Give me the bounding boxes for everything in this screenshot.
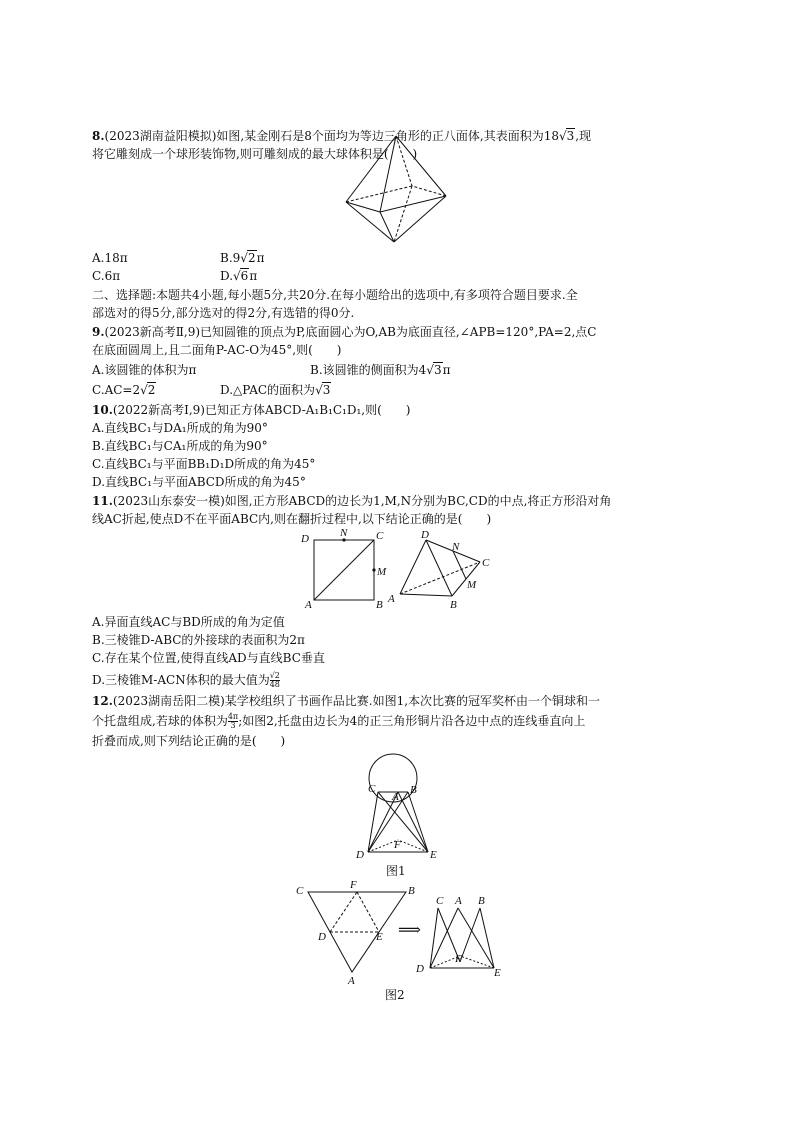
- q12-figure2-caption: 图2: [385, 988, 405, 1002]
- q11-number: 11.: [92, 494, 113, 508]
- q12-tray-label-f: F: [455, 953, 462, 965]
- q11-folded-label-m: M: [467, 579, 477, 591]
- q9-options-row2: [92, 382, 331, 398]
- q11-folded-label-a: A: [388, 593, 395, 605]
- q8-text-end: ,现: [575, 129, 592, 143]
- q11-folded-label-d: D: [421, 529, 429, 541]
- q10-option-d: D.直线BC₁与平面ABCD所成的角为45°: [92, 475, 306, 489]
- q11-text: (2023山东泰安一模)如图,正方形ABCD的边长为1,M,N分别为BC,CD的中点,将正方形沿对角: [112, 494, 612, 508]
- q11-label-d: D: [301, 533, 309, 545]
- q12-number: 12.: [92, 694, 113, 708]
- q12-fig1-label-a: A: [392, 791, 399, 803]
- q9-number: 9.: [92, 325, 105, 339]
- q11-option-a: A.异面直线AC与BD所成的角为定值: [92, 615, 285, 629]
- q12-folded-tray-figure: [412, 890, 508, 982]
- q12-line3: 折叠而成,则下列结论正确的是( ): [92, 734, 286, 748]
- q11-folded-label-b: B: [450, 599, 457, 611]
- q12-fig2-label-a: A: [348, 975, 355, 987]
- q12-fig1-label-c: C: [368, 783, 376, 795]
- q10-option-a: A.直线BC₁与DA₁所成的角为90°: [92, 421, 268, 435]
- octahedron-figure: [334, 134, 458, 246]
- q9-line2: 在底面圆周上,且二面角P-AC-O为45°,则( ): [92, 343, 342, 357]
- q12-tray-label-e: E: [494, 967, 501, 979]
- q12-tray-label-b: B: [478, 895, 485, 907]
- q12-fig2-label-c: C: [296, 885, 304, 897]
- section2-line2: 部选对的得5分,部分选对的得2分,有选错的得0分.: [92, 306, 355, 320]
- q11-fraction: $\frac{√2}{48}$: [269, 671, 280, 689]
- q11-folded-figure: [384, 528, 498, 614]
- q12-figure1-caption: 图1: [386, 864, 406, 878]
- q8-text: (2023湖南益阳模拟)如图,某金刚石是8个面均为等边三角形的正八面体,其表面积为18: [104, 129, 559, 143]
- q11-line1: [92, 493, 611, 509]
- q9-text: (2023新高考Ⅱ,9)已知圆锥的顶点为P,底面圆心为O,AB为底面直径,∠APB=120°,PA=2,点C: [104, 325, 597, 339]
- q9-option-c: C.AC=2√2: [92, 383, 156, 397]
- q12-tray-label-a: A: [455, 895, 462, 907]
- q8-option-a: A.18π: [92, 251, 128, 265]
- q12-text: (2023湖南岳阳二模)某学校组织了书画作品比赛.如图1,本次比赛的冠军奖杯由一个铜球和一: [112, 694, 601, 708]
- q12-fig2-label-e: E: [376, 931, 383, 943]
- q11-label-a: A: [305, 599, 312, 610]
- q10-line1: [92, 402, 410, 418]
- q12-fraction: $\frac{4\pi}{3}$: [227, 712, 239, 730]
- q12-fig2-label-f: F: [350, 879, 357, 891]
- q11-folded-label-c: C: [482, 557, 490, 569]
- q11-line2: 线AC折起,使点D不在平面ABC内,则在翻折过程中,以下结论正确的是( ): [92, 512, 492, 526]
- q11-label-n: N: [340, 528, 348, 539]
- q10-number: 10.: [92, 403, 113, 417]
- q8-option-c: C.6π: [92, 269, 121, 283]
- q8-number: 8.: [92, 129, 105, 143]
- q10-option-b: B.直线BC₁与CA₁所成的角为90°: [92, 439, 268, 453]
- q11-option-c: C.存在某个位置,使得直线AD与直线BC垂直: [92, 651, 325, 665]
- q11-label-m: M: [377, 566, 387, 578]
- q11-option-b: B.三棱锥D-ABC的外接球的表面积为2π: [92, 633, 305, 647]
- q12-fig2-label-b: B: [408, 885, 415, 897]
- q8-options-row2: [92, 268, 258, 284]
- q10-option-c: C.直线BC₁与平面BB₁D₁D所成的角为45°: [92, 457, 316, 471]
- q9-option-d: D.△PAC的面积为√3: [220, 383, 331, 397]
- q10-text: (2022新高考Ⅰ,9)已知正方体ABCD-A₁B₁C₁D₁,则( ): [112, 403, 411, 417]
- q11-label-c: C: [376, 530, 384, 542]
- q12-line1: [92, 693, 600, 709]
- q11-label-b: B: [376, 599, 383, 610]
- q12-fig1-label-e: E: [430, 849, 437, 861]
- q12-line2: 个托盘组成,若球的体积为 $\frac{4\pi}{3}$ ;如图2,托盘由边长为4的正三角形铜片沿各边中点的连线垂直向上: [92, 712, 586, 730]
- q9-line1: [92, 324, 596, 340]
- q8-option-b: B.9√2π: [220, 251, 265, 265]
- q8-radicand: 3: [566, 129, 575, 143]
- section2-line1: 二、选择题:本题共4小题,每小题5分,共20分.在每小题给出的选项中,有多项符合题目要求.全: [92, 288, 578, 302]
- q8-options-row1: [92, 250, 265, 266]
- q12-fig1-label-f: F: [394, 839, 401, 851]
- q12-tray-label-c: C: [436, 895, 444, 907]
- q12-tray-label-d: D: [416, 963, 424, 975]
- q9-options-row1: [92, 362, 451, 378]
- q12-trophy-figure: [348, 752, 448, 864]
- q8-option-d: D.√6π: [220, 269, 258, 283]
- q11-square-figure: [300, 528, 390, 610]
- q8-line2: 将它雕刻成一个球形装饰物,则可雕刻成的最大球体积是( ): [92, 147, 418, 161]
- q11-folded-label-n: N: [452, 541, 460, 553]
- q12-fig2-label-d: D: [318, 931, 326, 943]
- q12-fig1-label-b: B: [410, 784, 417, 796]
- arrow-icon: ⟹: [398, 920, 421, 939]
- q9-option-a: A.该圆锥的体积为π: [92, 363, 197, 377]
- sqrt-symbol: √: [558, 129, 567, 143]
- q12-fig1-label-d: D: [356, 849, 364, 861]
- q11-option-d: D.三棱锥M-ACN体积的最大值为 $\frac{√2}{48}$: [92, 671, 280, 689]
- q9-option-b: B.该圆锥的侧面积为4√3π: [310, 363, 451, 377]
